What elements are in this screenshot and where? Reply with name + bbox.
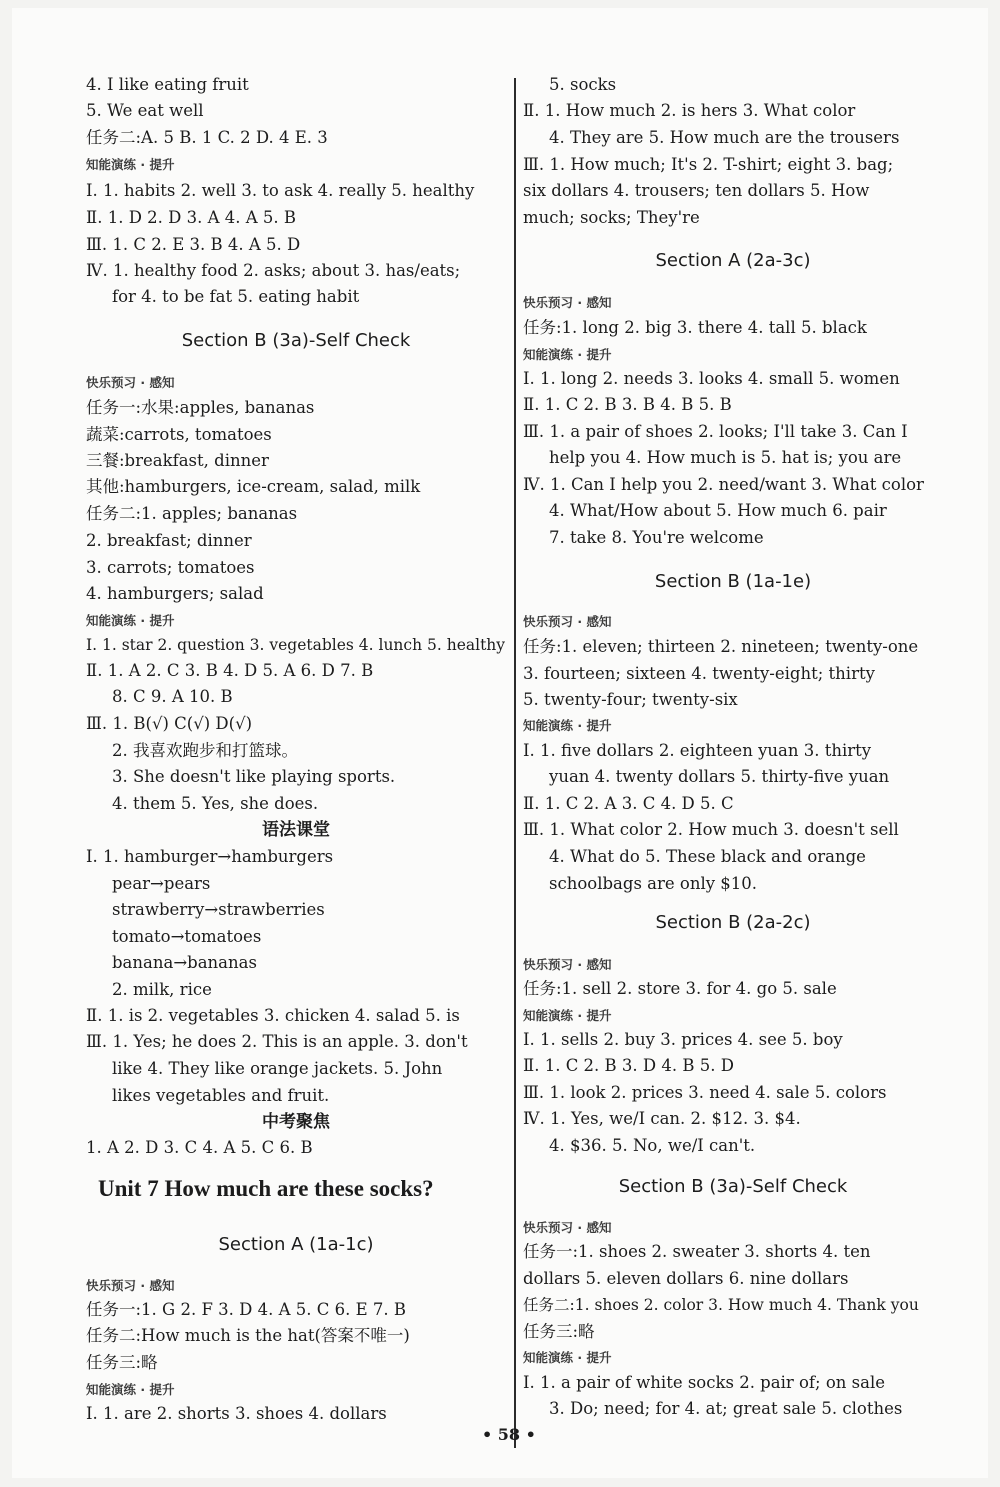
section-heading: Section B (3a)-Self Check xyxy=(181,330,411,351)
answer-line: 7. take 8. You're welcome xyxy=(549,528,764,547)
section-heading: Section B (1a-1e) xyxy=(654,571,812,592)
workbook-page xyxy=(12,8,988,1478)
answer-line: Ⅲ. 1. Yes; he does 2. This is an apple. 3. don't xyxy=(86,1032,468,1051)
preview-label: 快乐预习 · 感知 xyxy=(523,1220,612,1235)
page-number-dot: • xyxy=(482,1425,498,1444)
answer-line: 2. breakfast; dinner xyxy=(86,531,252,550)
section-heading: Section B (3a)-Self Check xyxy=(618,1176,848,1197)
answer-line: help you 4. How much is 5. hat is; you are xyxy=(549,448,902,467)
exam-focus-heading: 中考聚焦 xyxy=(262,1112,330,1132)
answer-line: 4. $36. 5. No, we/I can't. xyxy=(549,1136,756,1155)
section-heading: Section A (1a-1c) xyxy=(218,1234,374,1255)
answer-line: 三餐:breakfast, dinner xyxy=(86,451,269,470)
answer-line: 2. 我喜欢跑步和打篮球。 xyxy=(112,741,298,760)
answer-line: 3. carrots; tomatoes xyxy=(86,558,255,577)
answer-line: 任务一:1. G 2. F 3. D 4. A 5. C 6. E 7. B xyxy=(86,1300,407,1319)
answer-line: like 4. They like orange jackets. 5. John xyxy=(112,1059,443,1078)
answer-line: 任务二:1. apples; bananas xyxy=(86,504,298,523)
page-number xyxy=(482,1425,536,1444)
answer-line: Ⅱ. 1. C 2. B 3. B 4. B 5. B xyxy=(523,395,732,414)
page-number-dot: • xyxy=(520,1425,536,1444)
practice-label: 知能演练 · 提升 xyxy=(523,1350,612,1365)
practice-label: 知能演练 · 提升 xyxy=(523,347,612,362)
answer-line: Ⅲ. 1. How much; It's 2. T-shirt; eight 3. bag; xyxy=(523,155,894,174)
answer-line: 蔬菜:carrots, tomatoes xyxy=(86,425,272,444)
answer-line: 2. milk, rice xyxy=(112,980,212,999)
answer-line: 任务:1. eleven; thirteen 2. nineteen; twenty-one xyxy=(523,637,919,656)
answer-line: Ⅳ. 1. healthy food 2. asks; about 3. has/eats; xyxy=(86,261,461,280)
answer-line: Ⅱ. 1. D 2. D 3. A 4. A 5. B xyxy=(86,208,297,227)
answer-line: Ⅲ. 1. look 2. prices 3. need 4. sale 5. colors xyxy=(523,1083,887,1102)
answer-line: Ⅱ. 1. How much 2. is hers 3. What color xyxy=(523,101,856,120)
answer-line: Ⅳ. 1. Can I help you 2. need/want 3. What color xyxy=(523,475,924,494)
answer-line: yuan 4. twenty dollars 5. thirty-five yuan xyxy=(549,767,890,786)
answer-line: 5. We eat well xyxy=(86,101,204,120)
preview-label: 快乐预习 · 感知 xyxy=(523,295,612,310)
answer-line: 3. She doesn't like playing sports. xyxy=(112,767,396,786)
answer-line: Ⅰ. 1. hamburger→hamburgers xyxy=(86,847,334,866)
answer-line: 4. I like eating fruit xyxy=(86,75,249,94)
answer-line: 4. They are 5. How much are the trousers xyxy=(549,128,900,147)
answer-line: Ⅱ. 1. C 2. A 3. C 4. D 5. C xyxy=(523,794,734,813)
answer-line: 3. fourteen; sixteen 4. twenty-eight; thirty xyxy=(523,664,875,683)
answer-line: 任务二:1. shoes 2. color 3. How much 4. Thank you xyxy=(523,1296,919,1314)
practice-label: 知能演练 · 提升 xyxy=(86,157,175,172)
grammar-heading: 语法课堂 xyxy=(262,820,330,840)
answer-line: banana→bananas xyxy=(112,953,257,972)
preview-label: 快乐预习 · 感知 xyxy=(523,614,612,629)
answer-line: 4. What do 5. These black and orange xyxy=(549,847,866,866)
answer-line: 4. hamburgers; salad xyxy=(86,584,264,603)
answer-line: dollars 5. eleven dollars 6. nine dollars xyxy=(523,1269,849,1288)
practice-label: 知能演练 · 提升 xyxy=(86,1382,175,1397)
answer-line: 1. A 2. D 3. C 4. A 5. C 6. B xyxy=(86,1138,313,1157)
answer-line: 任务二:A. 5 B. 1 C. 2 D. 4 E. 3 xyxy=(86,128,328,147)
answer-line: strawberry→strawberries xyxy=(112,900,325,919)
answer-line: 任务三:略 xyxy=(86,1353,158,1372)
answer-line: Ⅰ. 1. sells 2. buy 3. prices 4. see 5. boy xyxy=(523,1030,843,1049)
practice-label: 知能演练 · 提升 xyxy=(523,1008,612,1023)
answer-line: Ⅲ. 1. C 2. E 3. B 4. A 5. D xyxy=(86,235,301,254)
answer-line: 任务一:水果:apples, bananas xyxy=(86,398,315,417)
preview-label: 快乐预习 · 感知 xyxy=(86,1278,175,1293)
answer-line: Ⅱ. 1. is 2. vegetables 3. chicken 4. salad 5. is xyxy=(86,1006,460,1025)
answer-line: Ⅰ. 1. five dollars 2. eighteen yuan 3. thirty xyxy=(523,741,872,760)
answer-line: Ⅳ. 1. Yes, we/I can. 2. $12. 3. $4. xyxy=(523,1109,801,1128)
answer-line: Ⅰ. 1. a pair of white socks 2. pair of; on sale xyxy=(523,1373,885,1392)
answer-line: six dollars 4. trousers; ten dollars 5. How xyxy=(523,181,870,200)
answer-line: schoolbags are only $10. xyxy=(549,874,758,893)
answer-line: Ⅱ. 1. A 2. C 3. B 4. D 5. A 6. D 7. B xyxy=(86,661,374,680)
section-heading: Section A (2a-3c) xyxy=(655,250,811,271)
answer-line: for 4. to be fat 5. eating habit xyxy=(112,287,360,306)
answer-line: 任务一:1. shoes 2. sweater 3. shorts 4. ten xyxy=(523,1242,871,1261)
answer-line: Ⅰ. 1. long 2. needs 3. looks 4. small 5. women xyxy=(523,369,900,388)
answer-line: 5. twenty-four; twenty-six xyxy=(523,690,738,709)
column-divider xyxy=(514,78,516,1448)
answer-line: 任务三:略 xyxy=(523,1322,595,1341)
answer-line: 任务二:How much is the hat(答案不唯一) xyxy=(86,1326,410,1345)
answer-line: Ⅱ. 1. C 2. B 3. D 4. B 5. D xyxy=(523,1056,734,1075)
answer-line: Ⅰ. 1. habits 2. well 3. to ask 4. really 5. healthy xyxy=(86,181,475,200)
preview-label: 快乐预习 · 感知 xyxy=(86,375,175,390)
answer-line: Ⅲ. 1. What color 2. How much 3. doesn't sell xyxy=(523,820,899,839)
practice-label: 知能演练 · 提升 xyxy=(86,613,175,628)
answer-line: 3. Do; need; for 4. at; great sale 5. clothes xyxy=(549,1399,903,1418)
answer-line: 4. What/How about 5. How much 6. pair xyxy=(549,501,887,520)
section-heading: Section B (2a-2c) xyxy=(655,912,811,933)
answer-line: tomato→tomatoes xyxy=(112,927,262,946)
page-number-value: 58 xyxy=(497,1425,521,1444)
answer-line: 其他:hamburgers, ice-cream, salad, milk xyxy=(86,477,421,496)
answer-line: Ⅲ. 1. a pair of shoes 2. looks; I'll take 3. Can I xyxy=(523,422,908,441)
answer-line: much; socks; They're xyxy=(523,208,700,227)
answer-line: Ⅰ. 1. are 2. shorts 3. shoes 4. dollars xyxy=(86,1404,387,1423)
practice-label: 知能演练 · 提升 xyxy=(523,718,612,733)
unit-title: Unit 7 How much are these socks? xyxy=(98,1176,434,1201)
answer-line: 任务:1. sell 2. store 3. for 4. go 5. sale xyxy=(523,979,837,998)
answer-line: 任务:1. long 2. big 3. there 4. tall 5. black xyxy=(523,318,867,337)
answer-line: likes vegetables and fruit. xyxy=(112,1086,330,1105)
answer-line: 8. C 9. A 10. B xyxy=(112,687,233,706)
answer-line: 5. socks xyxy=(549,75,617,94)
answer-line: Ⅲ. 1. B(√) C(√) D(√) xyxy=(86,714,253,733)
answer-line: Ⅰ. 1. star 2. question 3. vegetables 4. lunch 5. healthy xyxy=(86,636,506,654)
answer-line: pear→pears xyxy=(112,874,211,893)
preview-label: 快乐预习 · 感知 xyxy=(523,957,612,972)
answer-line: 4. them 5. Yes, she does. xyxy=(112,794,319,813)
